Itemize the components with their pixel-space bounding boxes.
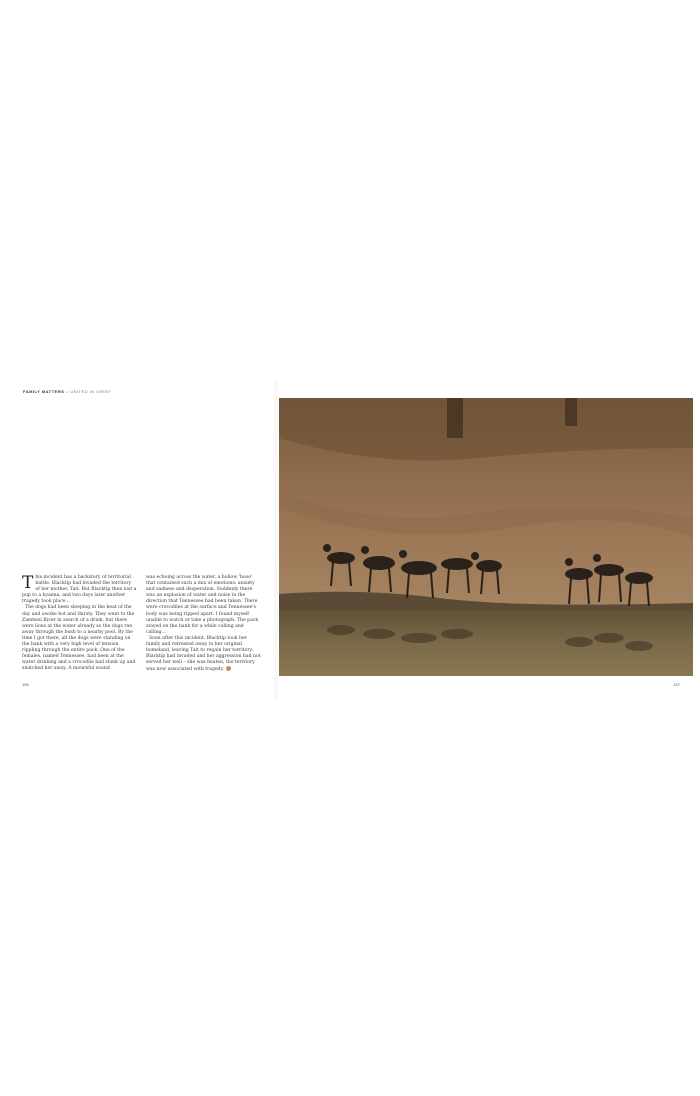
text-column-left (22, 575, 137, 673)
end-of-story-icon (226, 666, 231, 671)
running-head-subsection: UNITED IN GRIEF (70, 389, 112, 394)
running-head (23, 389, 111, 394)
running-head-section: FAMILY MATTERS (23, 389, 65, 394)
drop-cap: T (22, 573, 34, 593)
paragraph (146, 636, 261, 674)
paragraph-text: his incident has a backstory of territorial battle. Blacktip had invaded the territory of her mother, Tait. But Blacktip then lost a pup to a hyaena, and two days later another tragedy took place... (22, 575, 137, 605)
paragraph: The dogs had been sleeping in the heat of the day and awoke hot and thirsty. They went to the Zambezi River in search of a drink, but there were lions at the water already so the dogs ran away through the bush to a nearby pool. By the time I got there, all the dogs were standing on the bank with a very high level of tension rippling through the entire pack. One of the females, named Tennessee, had been at the water drinking and a crocodile had slunk up and snatched her away. A mournful sound (22, 605, 136, 672)
text-column-right (146, 575, 261, 674)
wild-dogs-photo (279, 398, 693, 676)
page-number-left: 156 (22, 682, 29, 687)
paragraph (22, 575, 137, 605)
paragraph-text: Soon after this incident, Blacktip took her family and retreated away to her original homeland, leaving Tait to regain her territory. Blacktip had invaded and her aggression had not served her well – she was beaten, the territory was now associated with tragedy. (146, 635, 261, 673)
page-number-right: 157 (673, 682, 680, 687)
photo-illustration (279, 398, 693, 676)
paragraph: was echoing across the water, a hollow 'hooo' that contained such a mix of emotions: anxiety and sadness and desperation. Suddenly there was an explosion of water and noise in the direction that Tennessee had been taken. There were crocodiles at the surface and Tennessee's body was being ripped apart. I found myself unable to watch or take a photograph. The pack stayed on the bank for a while calling and calling... (146, 575, 259, 635)
running-head-separator: • (66, 389, 69, 394)
